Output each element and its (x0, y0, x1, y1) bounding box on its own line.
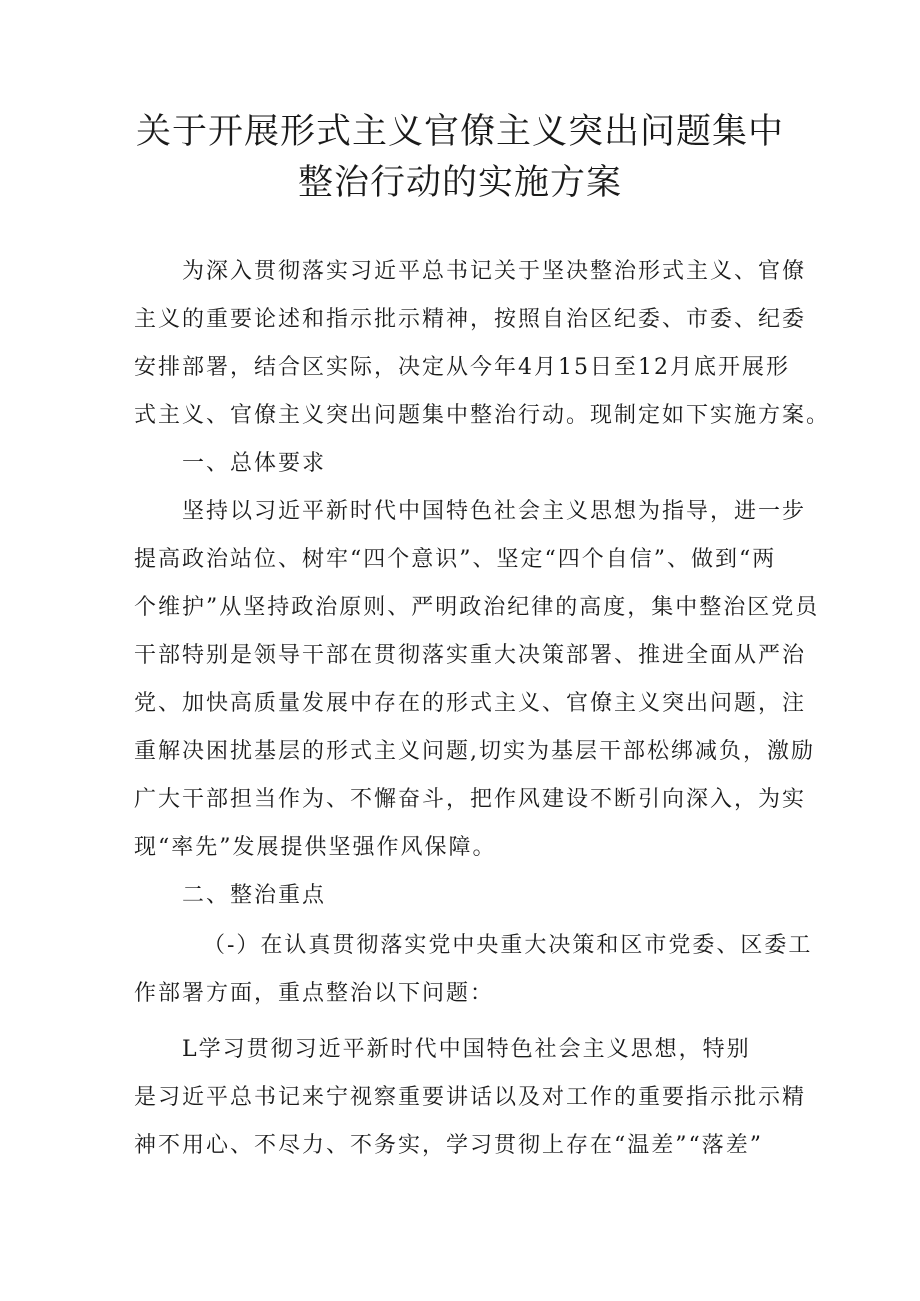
paragraph-line: 干部特别是领导干部在贯彻落实重大决策部署、推进全面从严治 (134, 643, 807, 668)
section-heading-2: 二、整治重点 (182, 883, 327, 908)
paragraph-line: 党、加快高质量发展中存在的形式主义、官僚主义突出问题，注 (134, 691, 807, 716)
section-heading-1: 一、总体要求 (182, 451, 327, 476)
paragraph-line: 坚持以习近平新时代中国特色社会主义思想为指导，进一步 (182, 499, 807, 524)
paragraph-line: 广大干部担当作为、不懈奋斗，把作风建设不断引向深入，为实 (134, 787, 807, 812)
document-title-line-1: 关于开展形式主义官僚主义突出问题集中 (135, 112, 784, 152)
paragraph-line: 提高政治站位、树牢“四个意识”、坚定“四个自信”、做到“两 (134, 547, 777, 572)
paragraph-line: 主义的重要论述和指示批示精神，按照自治区纪委、市委、纪委 (134, 307, 807, 332)
paragraph-line: 个维护”从坚持政治原则、严明政治纪律的高度，集中整治区党员 (134, 595, 820, 620)
document-title-line-2: 整治行动的实施方案 (297, 163, 622, 203)
paragraph-line: 现“率先”发展提供坚强作风保障。 (134, 835, 497, 860)
paragraph-line: 为深入贯彻落实习近平总书记关于坚决整治形式主义、官僚 (182, 259, 807, 284)
paragraph-line: 重解决困扰基层的形式主义问题,切实为基层干部松绑减负，激励 (134, 739, 815, 764)
subsection-line: （-）在认真贯彻落实党中央重大决策和区市党委、区委工 (203, 933, 813, 958)
paragraph-line: 安排部署，结合区实际，决定从今年4月15日至12月底开展形 (134, 355, 790, 380)
subsection-line: 作部署方面，重点整治以下问题： (134, 981, 495, 1006)
list-item-line: 神不用心、不尽力、不务实，学习贯彻上存在“温差”“落差” (134, 1133, 763, 1158)
paragraph-line: 式主义、官僚主义突出问题集中整治行动。现制定如下实施方案。 (134, 403, 831, 428)
list-item-line: L学习贯彻习近平新时代中国特色社会主义思想，特别 (182, 1037, 751, 1062)
list-item-line: 是习近平总书记来宁视察重要讲话以及对工作的重要指示批示精 (134, 1085, 807, 1110)
